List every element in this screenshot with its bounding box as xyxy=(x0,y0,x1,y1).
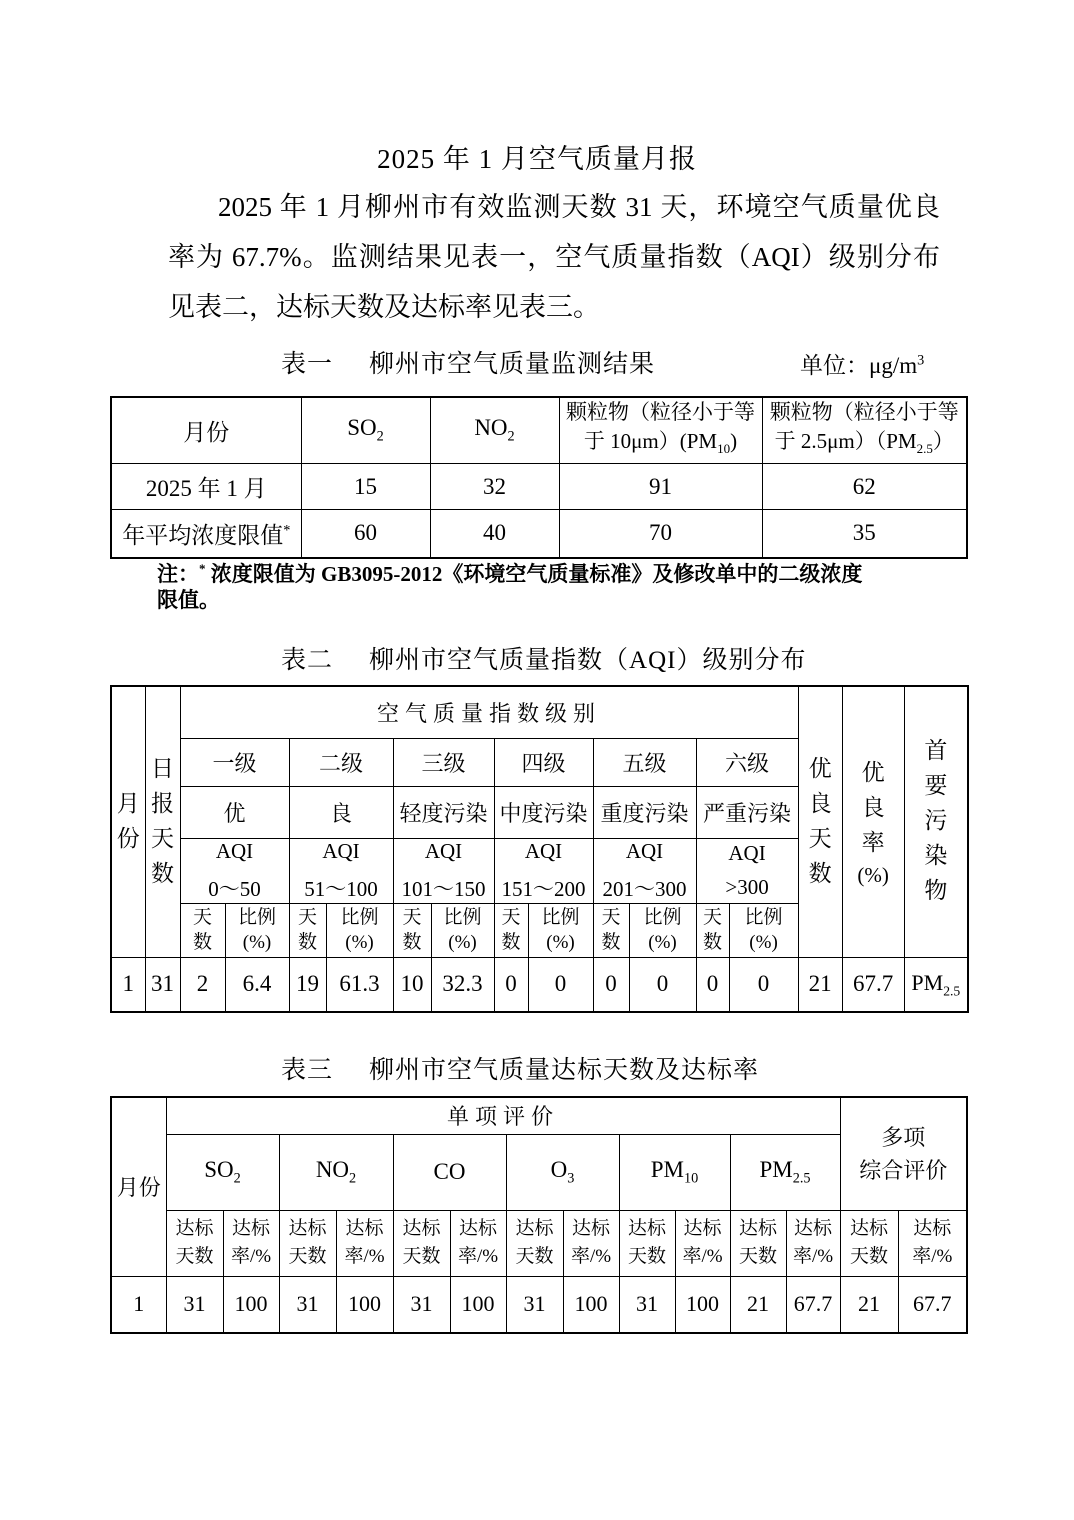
t2-range-cell xyxy=(494,838,593,903)
table1-footnote: 注：* 浓度限值为 GB3095-2012《环境空气质量标准》及修改单中的二级浓度限值。 xyxy=(157,561,863,612)
t2-data-cell: 0 xyxy=(629,957,696,1012)
t2-range-value: 51～100 xyxy=(304,876,378,901)
t3-subheader-row xyxy=(111,1210,967,1276)
t2-grade-cell: 三级 xyxy=(393,738,494,786)
t2-range-cell xyxy=(696,838,798,903)
table1-caption-text: 柳州市空气质量监测结果 xyxy=(369,351,656,378)
t1-header-no2: $NO_2$ xyxy=(430,397,559,464)
t3-sub-days: 达标 天数 xyxy=(730,1210,786,1276)
t2-data-primary-pollutant: $PM_{2.5}$ xyxy=(904,957,968,1012)
t2-data-cell: 0 xyxy=(494,957,528,1012)
table3-caption xyxy=(281,1050,759,1086)
t3-data-cell: 31 xyxy=(393,1276,450,1333)
table1-monitoring-results xyxy=(110,396,968,559)
t3-sub-rate: 达标 率/% xyxy=(675,1210,730,1276)
t2-data-cell: 61.3 xyxy=(326,957,393,1012)
t1-row-label: 年平均浓度限值* xyxy=(111,510,301,558)
t2-data-cell: 32.3 xyxy=(431,957,494,1012)
t3-data-month: 1 xyxy=(111,1276,166,1333)
t1-value: 60 xyxy=(301,510,430,558)
t3-pollutant-cell: CO xyxy=(393,1134,506,1210)
t2-sub-days: 天 数 xyxy=(180,903,225,957)
t3-data-cell: 67.7 xyxy=(898,1276,967,1333)
table3-attainment xyxy=(110,1096,968,1334)
t2-header-good-rate xyxy=(842,686,904,957)
t2-range-cell xyxy=(593,838,696,903)
t3-data-cell: 31 xyxy=(619,1276,675,1333)
t2-range-cell xyxy=(180,838,289,903)
t2-grade-cell: 五级 xyxy=(593,738,696,786)
t2-header-month xyxy=(111,686,145,957)
t1-row-label: 2025 年 1 月 xyxy=(111,464,301,510)
t3-data-cell: 21 xyxy=(730,1276,786,1333)
t3-header-single-eval: 单项评价 xyxy=(166,1097,840,1134)
t2-data-cell: 0 xyxy=(696,957,729,1012)
t2-sub-days: 天 数 xyxy=(289,903,326,957)
t3-sub-rate: 达标 率/% xyxy=(898,1210,967,1276)
t3-data-cell: 31 xyxy=(166,1276,223,1333)
t2-desc-cell: 严重污染 xyxy=(696,786,798,838)
t2-aqi-label: AQI xyxy=(322,838,360,863)
t2-data-cell: 0 xyxy=(528,957,593,1012)
t2-range-value: 151～200 xyxy=(501,876,586,901)
t2-sub-ratio: 比例 (%) xyxy=(225,903,289,957)
t1-limit-row xyxy=(111,510,967,558)
t2-grade-cell: 二级 xyxy=(289,738,393,786)
t3-pollutant-row xyxy=(111,1134,967,1210)
t2-data-cell: 10 xyxy=(393,957,431,1012)
t2-range-value: >300 xyxy=(725,875,769,899)
t3-header-multi-eval: 多项 综合评价 xyxy=(840,1097,967,1210)
t3-data-cell: 100 xyxy=(336,1276,393,1333)
t1-header-so2: $SO_2$ xyxy=(301,397,430,464)
t2-sub-days: 天 数 xyxy=(593,903,629,957)
t2-desc-cell: 轻度污染 xyxy=(393,786,494,838)
t2-header-month-text: 月份 xyxy=(116,790,140,851)
document-title: 2025 年 1 月空气质量月报 xyxy=(377,144,697,174)
t3-data-cell: 67.7 xyxy=(786,1276,840,1333)
t2-header-primary-pollutant xyxy=(904,686,968,957)
t2-sub-ratio: 比例 (%) xyxy=(729,903,798,957)
t2-range-value: 101～150 xyxy=(401,876,486,901)
t1-header-pm10: 颗粒物（粒径小于等于 $10\mu m)(PM_{10})$ xyxy=(559,397,762,464)
table1-caption xyxy=(281,344,655,380)
t1-value: 32 xyxy=(430,464,559,510)
t2-data-cell: 6.4 xyxy=(225,957,289,1012)
t2-header-aqi-levels: 空气质量指数级别 xyxy=(180,686,798,738)
t3-sub-days: 达标 天数 xyxy=(279,1210,336,1276)
t2-aqi-label: AQI xyxy=(728,841,766,865)
t2-aqi-label: AQI xyxy=(424,838,463,863)
t2-sub-ratio: 比例 (%) xyxy=(629,903,696,957)
t3-sub-rate: 达标 率/% xyxy=(223,1210,279,1276)
t2-header-good-rate-text: 优良率 xyxy=(861,759,885,855)
t2-data-cell: 2 xyxy=(180,957,225,1012)
t3-sub-rate: 达标 率/% xyxy=(786,1210,840,1276)
t3-sub-days: 达标 天数 xyxy=(393,1210,450,1276)
t3-data-cell: 31 xyxy=(506,1276,563,1333)
t1-header-pm25: 颗粒物（粒径小于等于 $2.5\mu m)(PM_{2.5})$ xyxy=(762,397,967,464)
t3-pollutant-cell: $NO_2$ xyxy=(279,1134,393,1210)
t3-data-cell: 100 xyxy=(675,1276,730,1333)
t3-data-row xyxy=(111,1276,967,1333)
t2-range-value: 201～300 xyxy=(602,876,687,901)
table2-caption-label: 表二 xyxy=(281,647,334,674)
t2-desc-cell: 重度污染 xyxy=(593,786,696,838)
t2-header-good-days xyxy=(798,686,842,957)
t3-data-cell: 100 xyxy=(450,1276,506,1333)
t3-header-row1 xyxy=(111,1097,967,1134)
t3-pollutant-cell: $PM_{2.5}$ xyxy=(730,1134,840,1210)
t3-data-cell: 21 xyxy=(840,1276,898,1333)
t3-pollutant-cell: $SO_2$ xyxy=(166,1134,279,1210)
t2-desc-cell: 良 xyxy=(289,786,393,838)
t2-header-row1 xyxy=(111,686,968,738)
t1-value: 62 xyxy=(762,464,967,510)
t3-pollutant-cell: $O_3$ xyxy=(506,1134,619,1210)
table3-caption-label: 表三 xyxy=(281,1057,334,1084)
t2-data-cell: 0 xyxy=(593,957,629,1012)
table1-caption-label: 表一 xyxy=(281,351,334,378)
t3-sub-days: 达标 天数 xyxy=(166,1210,223,1276)
t3-sub-days: 达标 天数 xyxy=(619,1210,675,1276)
table2-caption-text: 柳州市空气质量指数（AQI）级别分布 xyxy=(369,647,807,674)
t2-range-cell xyxy=(393,838,494,903)
table1-unit-label: 单位：$\mu g/m^3$ xyxy=(800,352,925,378)
t2-aqi-label: AQI xyxy=(215,838,254,863)
t2-header-daily-days xyxy=(145,686,180,957)
t2-aqi-label: AQI xyxy=(625,838,664,863)
t2-data-cell: 0 xyxy=(729,957,798,1012)
t3-pollutant-cell: $PM_{10}$ xyxy=(619,1134,730,1210)
table2-caption xyxy=(281,640,806,676)
t2-sub-days: 天 数 xyxy=(393,903,431,957)
t1-data-row xyxy=(111,464,967,510)
t2-data-good-days: 21 xyxy=(798,957,842,1012)
t2-desc-cell: 优 xyxy=(180,786,289,838)
t2-data-daily-days: 31 xyxy=(145,957,180,1012)
t2-header-good-days-text: 优良天数 xyxy=(808,755,832,886)
t2-data-good-rate: 67.7 xyxy=(842,957,904,1012)
t2-range-cell xyxy=(289,838,393,903)
t2-grade-cell: 六级 xyxy=(696,738,798,786)
t1-value: 91 xyxy=(559,464,762,510)
t2-aqi-label: AQI xyxy=(524,838,563,863)
table2-aqi-distribution xyxy=(110,685,969,1013)
t2-sub-days: 天 数 xyxy=(696,903,729,957)
t3-sub-rate: 达标 率/% xyxy=(563,1210,619,1276)
t3-data-cell: 100 xyxy=(563,1276,619,1333)
t3-header-month: 月份 xyxy=(111,1097,166,1276)
t3-data-cell: 100 xyxy=(223,1276,279,1333)
t3-sub-rate: 达标 率/% xyxy=(336,1210,393,1276)
t1-value: 40 xyxy=(430,510,559,558)
t3-sub-days: 达标 天数 xyxy=(840,1210,898,1276)
t2-sub-days: 天 数 xyxy=(494,903,528,957)
t2-header-good-rate-unit: (%) xyxy=(857,862,889,887)
t1-value: 70 xyxy=(559,510,762,558)
t2-sub-ratio: 比例 (%) xyxy=(528,903,593,957)
t3-data-cell: 31 xyxy=(279,1276,336,1333)
t2-grade-cell: 四级 xyxy=(494,738,593,786)
t2-header-primary-pollutant-text: 首要污染物 xyxy=(924,738,948,904)
t1-header-row xyxy=(111,397,967,464)
t2-sub-ratio: 比例 (%) xyxy=(326,903,393,957)
t2-data-month: 1 xyxy=(111,957,145,1012)
t2-range-value: 0～50 xyxy=(208,876,261,901)
t3-sub-rate: 达标 率/% xyxy=(450,1210,506,1276)
t2-desc-cell: 中度污染 xyxy=(494,786,593,838)
table3-caption-text: 柳州市空气质量达标天数及达标率 xyxy=(369,1057,760,1084)
t2-grade-cell: 一级 xyxy=(180,738,289,786)
t1-header-month: 月份 xyxy=(111,397,301,464)
t2-sub-ratio: 比例 (%) xyxy=(431,903,494,957)
t2-header-daily-days-text: 日报天数 xyxy=(151,755,174,886)
t1-value: 35 xyxy=(762,510,967,558)
t2-data-cell: 19 xyxy=(289,957,326,1012)
t2-data-row xyxy=(111,957,968,1012)
intro-paragraph: 2025 年 1 月柳州市有效监测天数 31 天，环境空气质量优良率为 67.7%。监测结果见表一，空气质量指数（AQI）级别分布见表二，达标天数及达标率见表三。 xyxy=(168,192,940,322)
t3-sub-days: 达标 天数 xyxy=(506,1210,563,1276)
t1-value: 15 xyxy=(301,464,430,510)
